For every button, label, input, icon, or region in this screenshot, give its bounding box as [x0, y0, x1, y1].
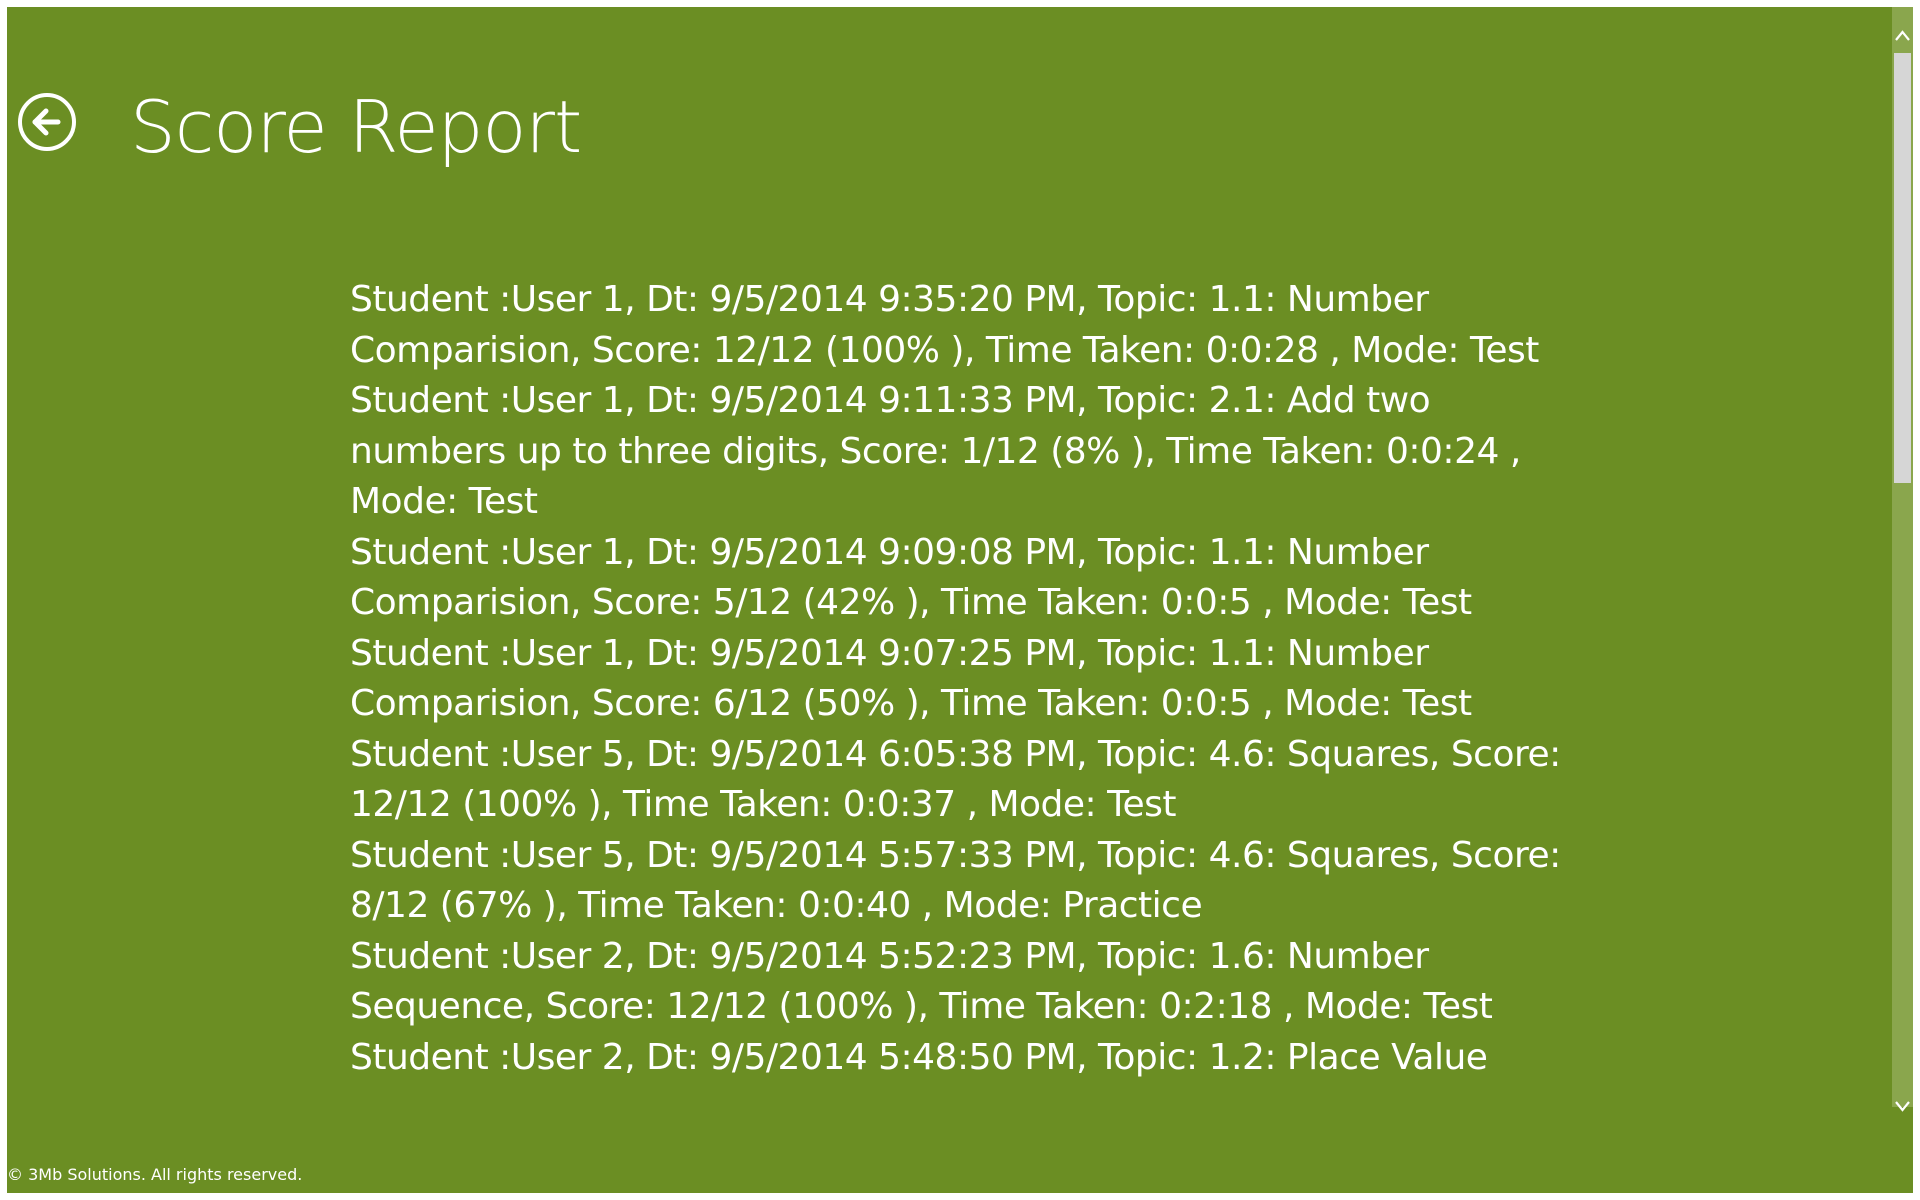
chevron-up-icon	[1895, 30, 1910, 42]
scroll-thumb[interactable]	[1894, 53, 1911, 483]
report-list	[350, 275, 1570, 1083]
report-entry: Student :User 1, Dt: 9/5/2014 9:35:20 PM, Topic: 1.1: Number Comparision, Score: 12/12 (100% ), Time Taken: 0:0:28 , Mode: Test	[350, 279, 1539, 371]
app-window	[7, 7, 1913, 1193]
vertical-scrollbar[interactable]	[1892, 7, 1913, 1107]
report-entry: Student :User 1, Dt: 9/5/2014 9:11:33 PM, Topic: 2.1: Add two numbers up to three digits, Score: 1/12 (8% ), Time Taken: 0:0:24 , Mode: Test	[350, 380, 1521, 522]
report-scroll-area[interactable]	[350, 275, 1570, 1105]
report-entry: Student :User 1, Dt: 9/5/2014 9:07:25 PM, Topic: 1.1: Number Comparision, Score: 6/12 (50% ), Time Taken: 0:0:5 , Mode: Test	[350, 632, 1472, 724]
report-entry: Student :User 1, Dt: 9/5/2014 9:09:08 PM, Topic: 1.1: Number Comparision, Score: 5/12 (42% ), Time Taken: 0:0:5 , Mode: Test	[350, 531, 1472, 623]
page-title: Score Report	[130, 85, 582, 169]
scroll-up-button[interactable]	[1892, 17, 1913, 57]
chevron-down-icon	[1895, 1100, 1910, 1112]
copyright-footer: © 3Mb Solutions. All rights reserved.	[7, 1165, 303, 1184]
arrow-left-circle-icon	[22, 97, 72, 147]
report-entry: Student :User 5, Dt: 9/5/2014 5:57:33 PM, Topic: 4.6: Squares, Score: 8/12 (67% ), Time Taken: 0:0:40 , Mode: Practice	[350, 834, 1561, 926]
report-entry: Student :User 5, Dt: 9/5/2014 6:05:38 PM, Topic: 4.6: Squares, Score: 12/12 (100% ), Time Taken: 0:0:37 , Mode: Test	[350, 733, 1561, 825]
scroll-down-button[interactable]	[1892, 1087, 1913, 1127]
back-button[interactable]	[18, 93, 76, 151]
report-entry: Student :User 2, Dt: 9/5/2014 5:48:50 PM, Topic: 1.2: Place Value	[350, 1036, 1488, 1078]
report-entry: Student :User 2, Dt: 9/5/2014 5:52:23 PM, Topic: 1.6: Number Sequence, Score: 12/12 (100% ), Time Taken: 0:2:18 , Mode: Test	[350, 935, 1493, 1027]
